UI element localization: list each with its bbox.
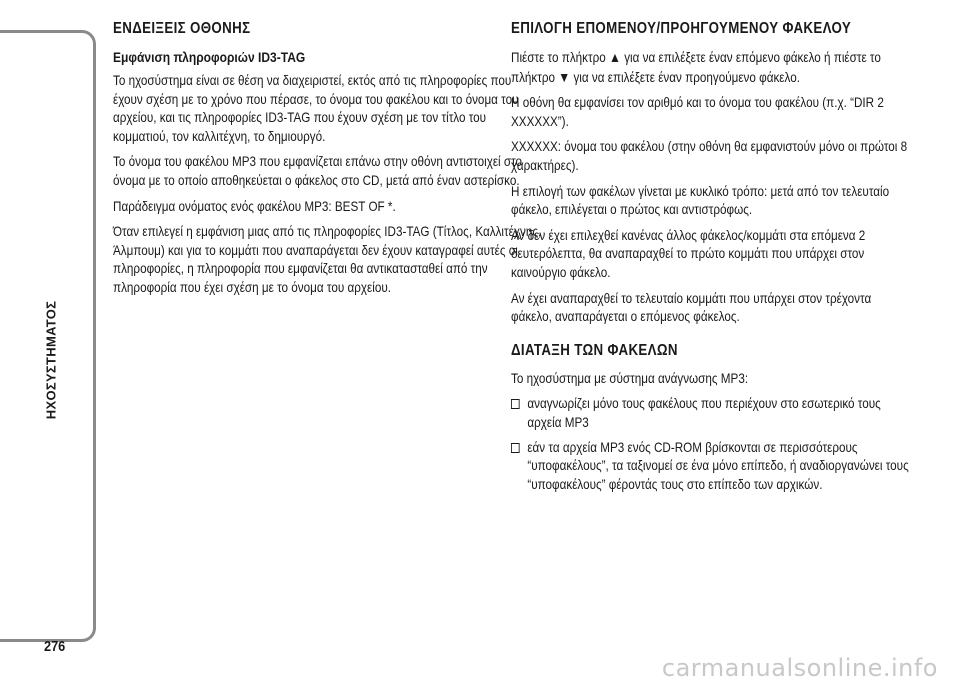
layout-intro: Το ηχοσύστημα με σύστημα ανάγνωσης MP3: — [511, 370, 749, 386]
checkbox-bullet-icon — [511, 443, 520, 453]
page-number: 276 — [44, 638, 66, 655]
list-item-text: εάν τα αρχεία MP3 ενός CD-ROM βρίσκονται σε περισσότερους “υποφακέλους”, τα ταξινομεί σε ένα μόνο επίπεδο, ή αναδιοργανώνει τους “υποφακέλους” φέροντάς τους στο επίπεδο των αρχικών. — [527, 439, 909, 492]
down-triangle-icon: ▼ — [558, 68, 571, 85]
left-paragraph: Όταν επιλεγεί η εμφάνιση μιας από τις πληροφορίες ID3-TAG (Τίτλος, Καλλιτέχνης, Άλμπουμ) και για το κομμάτι που αναπαράγεται δεν έχουν καταγραφεί αυτές οι πληροφορίες, η πληροφορία που εμφανίζεται θα αντικατασταθεί από την πληροφορία που έχει σχέση με το όνομα του αρχείου. — [113, 224, 542, 295]
left-paragraph: Το όνομα του φακέλου MP3 που εμφανίζεται επάνω στην οθόνη αντιστοιχεί στο όνομα με το οποίο αποθηκεύεται ο φάκελος στο CD, μετά από έναν αστερίσκο. — [113, 154, 523, 188]
watermark: carmanualsonline.info — [661, 654, 938, 682]
left-paragraph: Παράδειγμα ονόματος ενός φακέλου MP3: BEST OF *. — [113, 198, 396, 214]
list-item — [511, 395, 911, 432]
right-paragraph: Αν έχει αναπαραχθεί το τελευταίο κομμάτι που υπάρχει στον τρέχοντα φάκελο, αναπαράγεται ο επόμενος φάκελος. — [511, 290, 872, 325]
right-paragraph: Η οθόνη θα εμφανίσει τον αριθμό και το όνομα του φακέλου (π.χ. “DIR 2 XXXXXX”). — [511, 95, 884, 129]
section-title: ΗΧΟΣΥΣΤΗΜΑΤΟΣ — [43, 300, 59, 420]
right-paragraph: XXXXXX: όνομα του φακέλου (στην οθόνη θα εμφανιστούν μόνο οι πρώτοι 8 χαρακτήρες). — [511, 139, 908, 173]
right-heading-folder-select: ΕΠΙΛΟΓΗ ΕΠΟΜΕΝΟΥ/ΠΡΟΗΓΟΥΜΕΝΟΥ ΦΑΚΕΛΟΥ — [511, 20, 852, 37]
right-paragraph: Η επιλογή των φακέλων γίνεται με κυκλικό τρόπο: μετά από τον τελευταίο φάκελο, επιλέγεται ο πρώτος και αντιστρόφως. — [511, 183, 890, 218]
list-item-text: αναγνωρίζει μόνο τους φακέλους που περιέχουν στο εσωτερικό τους αρχεία MP3 — [527, 396, 881, 430]
select-text-b: για να επιλέξετε έναν επόμενο φάκελο ή πιέστε το πλήκτρο — [511, 50, 881, 85]
select-text-c: για να επιλέξετε έναν προηγούμενο φάκελο. — [573, 69, 800, 85]
left-paragraph: Το ηχοσύστημα είναι σε θέση να διαχειριστεί, εκτός από τις πληροφορίες που έχουν σχέση με το χρόνο που πέρασε, το όνομα του φακέλου και το όνομα του αρχείου, και τις πληροφορίες ID3-TAG που έχουν σχέση με τον τίτλο του κομματιού, τον καλλιτέχνη, το δημιουργό. — [113, 73, 519, 144]
select-instructions — [511, 48, 911, 87]
right-heading-folder-layout: ΔΙΑΤΑΞΗ ΤΩΝ ΦΑΚΕΛΩΝ — [511, 341, 678, 359]
up-triangle-icon: ▲ — [609, 49, 621, 65]
checkbox-bullet-icon — [511, 399, 520, 409]
list-item — [511, 439, 911, 495]
left-subheading: Εμφάνιση πληροφοριών ID3-TAG — [113, 49, 306, 65]
left-heading: ΕΝΔΕΙΞΕΙΣ ΟΘΟΝΗΣ — [113, 20, 251, 37]
select-text-a: Πιέστε το πλήκτρο — [511, 50, 606, 65]
right-column — [511, 20, 911, 500]
left-column — [113, 20, 543, 305]
right-paragraph: Αν δεν έχει επιλεχθεί κανένας άλλος φάκελος/κομμάτι στα επόμενα 2 δευτερόλεπτα, θα αναπαραχθεί το πρώτο κομμάτι που υπάρχει στον καινούργιο φάκελο. — [511, 227, 866, 280]
